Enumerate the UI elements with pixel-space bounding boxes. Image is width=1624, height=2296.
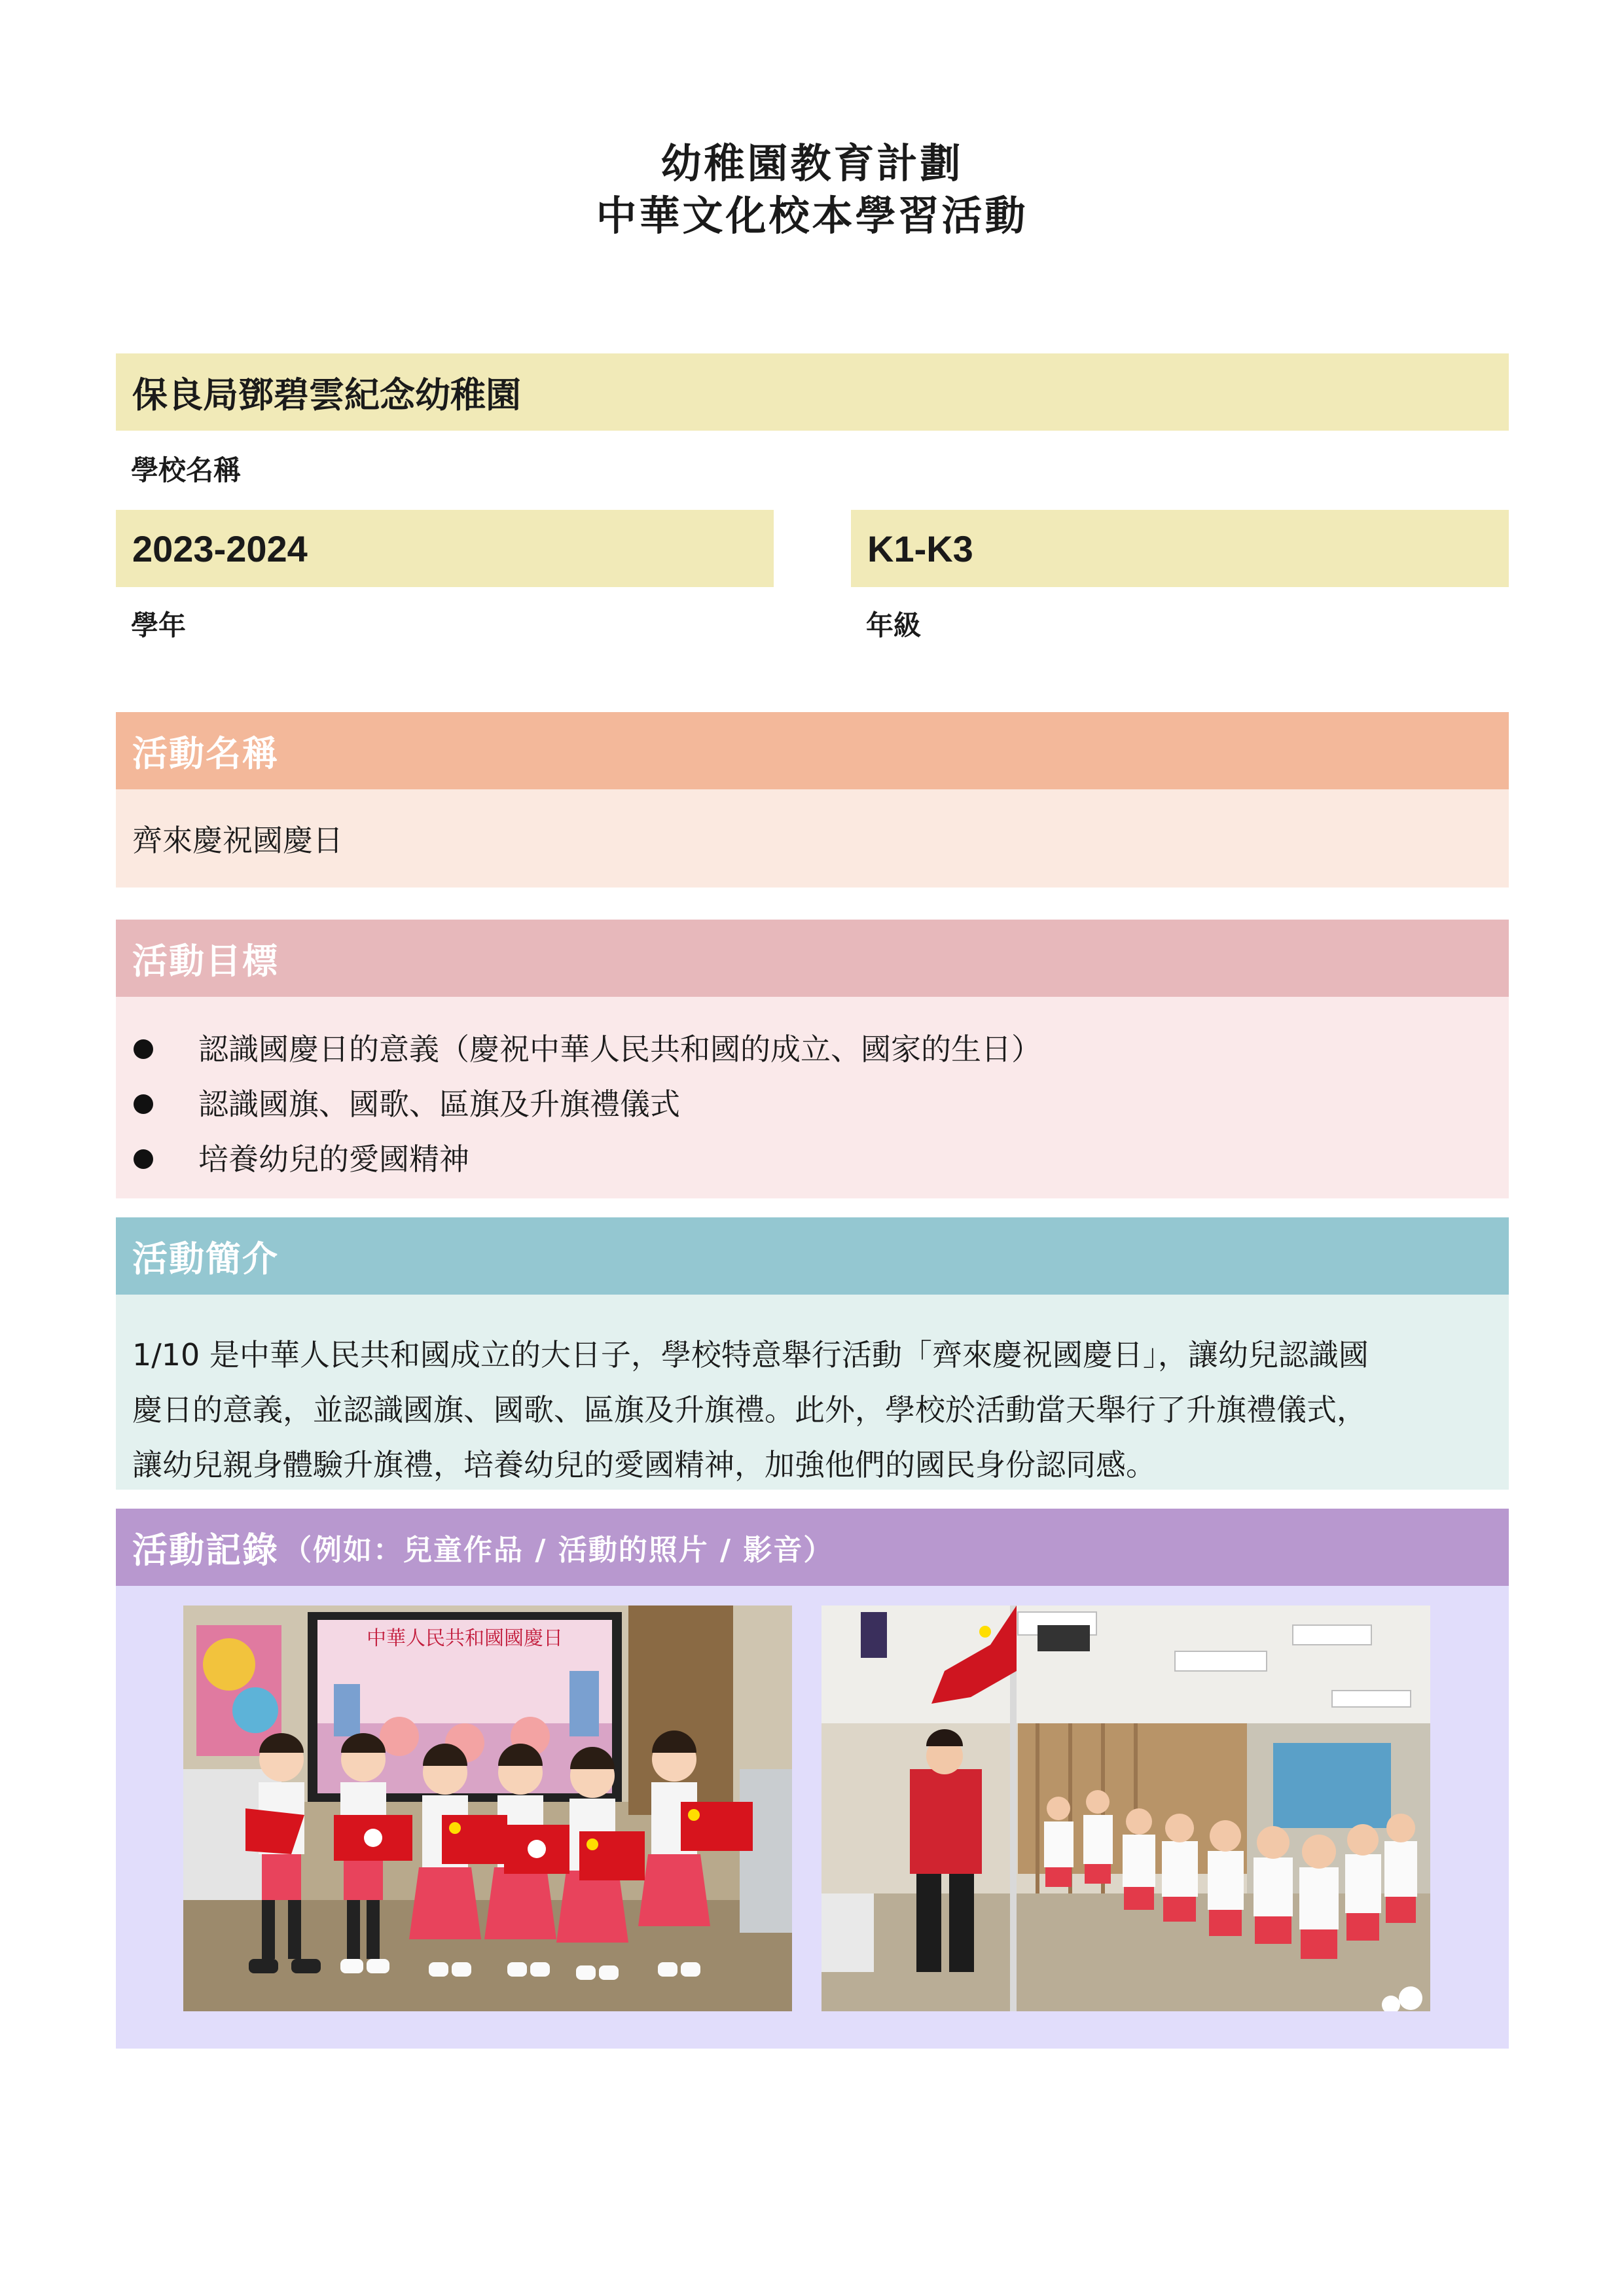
- activity-record-title: 活動記錄: [132, 1529, 279, 1571]
- bullet-icon: [134, 1039, 153, 1059]
- children-with-flags-photo: [183, 1605, 792, 2011]
- activity-intro-heading: 活動簡介: [116, 1217, 1509, 1295]
- intro-line: 讓幼兒親身體驗升旗禮，培養幼兒的愛國精神，加強他們的國民身份認同感。: [132, 1447, 1156, 1482]
- bullet-icon: [134, 1094, 153, 1114]
- activity-goals-heading: 活動目標: [116, 920, 1509, 997]
- document-title: 幼稚園教育計劃: [660, 139, 964, 187]
- school-year-field: 2023-2024: [116, 510, 774, 587]
- activity-name-heading: 活動名稱: [116, 712, 1509, 789]
- activity-intro-section: [116, 1295, 1509, 1490]
- intro-line: 1/10 是中華人民共和國成立的大日子，學校特意舉行活動「齊來慶祝國慶日」，讓幼兒認識國: [132, 1337, 1369, 1372]
- activity-goals-section: 認識國慶日的意義（慶祝中華人民共和國的成立、國家的生日） 認識國旗、國歌、區旗及升旗禮儀式 培養幼兒的愛國精神: [116, 997, 1509, 1198]
- activity-record-heading: [116, 1509, 1509, 1586]
- school-name-field: 保良局鄧碧雲紀念幼稚園: [116, 353, 1509, 431]
- document-subtitle: 中華文化校本學習活動: [596, 192, 1028, 240]
- intro-line: 慶日的意義，並認識國旗、國歌、區旗及升旗禮。此外，學校於活動當天舉行了升旗禮儀式，: [132, 1392, 1367, 1427]
- photo-screen-text: 中華人民共和國國慶日: [367, 1627, 563, 1650]
- flag-raising-ceremony-photo: [821, 1605, 1430, 2011]
- grade-label: 年級: [866, 609, 922, 641]
- school-name-label: 學校名稱: [131, 454, 242, 486]
- grade-field: K1-K3: [851, 510, 1509, 587]
- activity-record-subtitle: （例如：兒童作品 / 活動的照片 / 影音）: [283, 1534, 834, 1567]
- activity-record-section: [116, 1586, 1509, 2049]
- school-year-label: 學年: [131, 609, 187, 641]
- bullet-icon: [134, 1149, 153, 1169]
- activity-name-value: 齊來慶祝國慶日: [116, 789, 1509, 888]
